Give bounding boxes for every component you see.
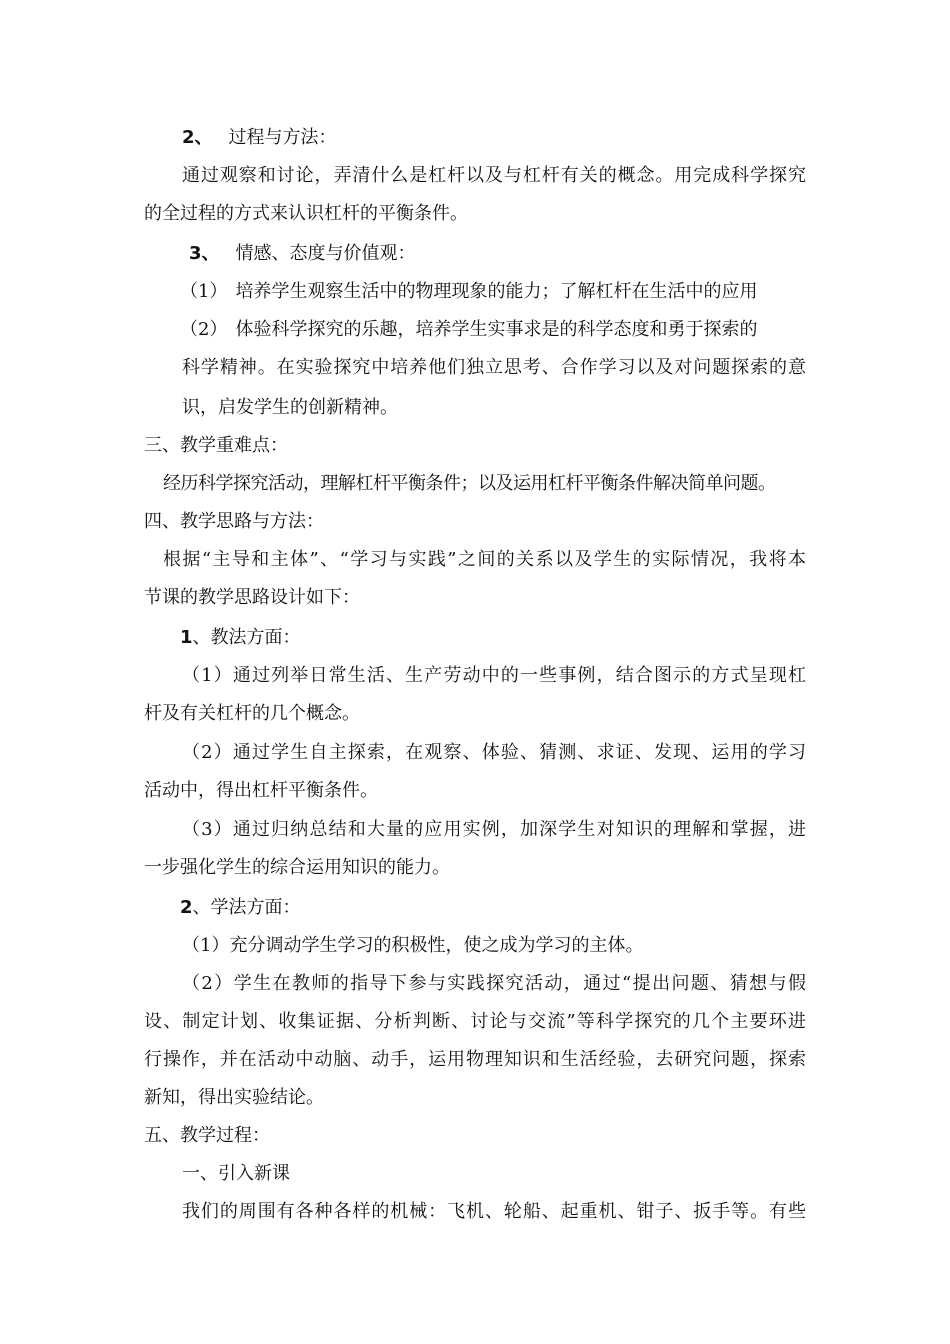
subsection-heading: 一、引入新课 [182,1163,290,1184]
paragraph-line: （1）通过列举日常生活、生产劳动中的一些事例，结合图示的方式呈现杠 [182,665,806,686]
list-item-text: 体验科学探究的乐趣，培养学生实事求是的科学态度和勇于探索的 [235,319,758,340]
paragraph-line: （3）通过归纳总结和大量的应用实例，加深学生对知识的理解和掌握，进 [182,819,806,840]
paragraph-line: 行操作，并在活动中动脑、动手，运用物理知识和生活经验，去研究问题，探索 [144,1049,806,1070]
section-2-number: 2、 [182,127,213,148]
subsection-title: 、学法方面： [192,897,301,918]
paragraph-line: 活动中，得出杠杆平衡条件。 [144,780,378,801]
subsection-heading [180,626,301,650]
list-item-number: （2） [180,319,228,340]
subsection-title: 、教法方面： [192,627,301,648]
list-item [180,280,757,304]
section-3-heading [189,242,416,266]
list-item-number: （1） [180,281,228,302]
subsection-heading [180,896,301,920]
section-3-title: 情感、态度与价值观： [235,243,416,264]
paragraph-line: （1）充分调动学生学习的积极性，使之成为学习的主体。 [182,935,644,956]
paragraph-line: 新知，得出实验结论。 [144,1087,324,1108]
paragraph-line: 科学精神。在实验探究中培养他们独立思考、合作学习以及对问题探索的意 [182,357,806,378]
section-2-title: 过程与方法： [228,127,337,148]
paragraph-line: 根据“主导和主体”、“学习与实践”之间的关系以及学生的实际情况，我将本 [163,549,806,570]
section-heading: 四、教学思路与方法： [144,511,324,532]
paragraph-line: 经历科学探究活动，理解杠杆平衡条件；以及运用杠杆平衡条件解决简单问题。 [163,473,776,494]
section-heading: 五、教学过程： [144,1125,270,1146]
paragraph-line: （2）学生在教师的指导下参与实践探究活动，通过“提出问题、猜想与假 [182,973,806,994]
paragraph-line: 的全过程的方式来认识杠杆的平衡条件。 [144,203,468,224]
paragraph-line: 识，启发学生的创新精神。 [182,397,398,418]
paragraph-line: （2）通过学生自主探索，在观察、体验、猜测、求证、发现、运用的学习 [182,742,806,763]
subsection-number: 2 [180,897,193,918]
list-item [180,318,757,342]
paragraph-line: 一步强化学生的综合运用知识的能力。 [144,857,450,878]
section-2-heading [182,126,337,150]
paragraph-line: 杆及有关杠杆的几个概念。 [144,703,360,724]
section-heading: 三、教学重难点： [144,435,288,456]
paragraph-line: 我们的周围有各种各样的机械：飞机、轮船、起重机、钳子、扳手等。有些 [182,1201,806,1222]
paragraph-line: 设、制定计划、收集证据、分析判断、讨论与交流”等科学探究的几个主要环进 [144,1011,806,1032]
list-item-text: 培养学生观察生活中的物理现象的能力；了解杠杆在生活中的应用 [235,281,758,302]
paragraph-line: 节课的教学思路设计如下： [144,587,360,608]
section-3-number: 3、 [189,243,220,264]
paragraph-line: 通过观察和讨论，弄清什么是杠杆以及与杠杆有关的概念。用完成科学探究 [182,165,806,186]
subsection-number: 1 [180,627,193,648]
